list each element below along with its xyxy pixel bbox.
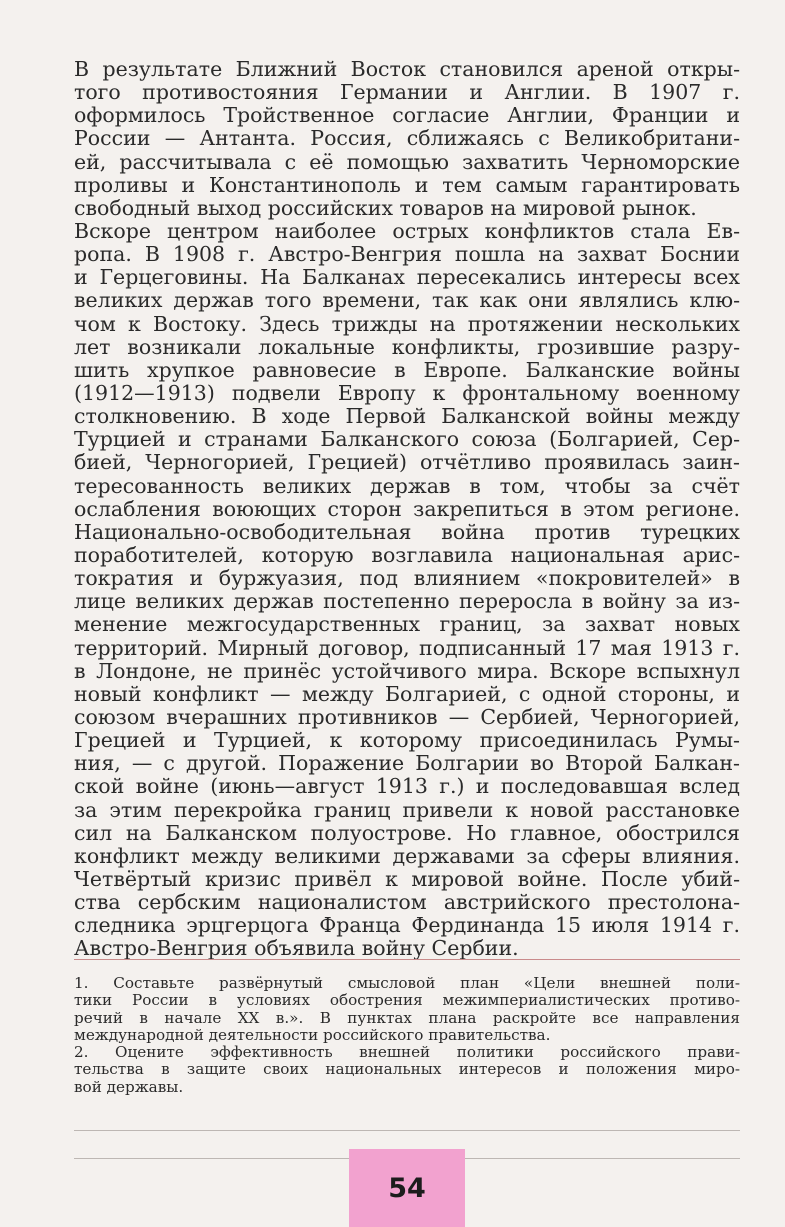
text-line: тересованность великих держав в том, чтобы за счёт bbox=[74, 474, 740, 498]
text-line: Национально-освободительная война против турецких bbox=[74, 520, 740, 544]
text-line: Вскоре центром наиболее острых конфликтов стала Ев- bbox=[74, 219, 740, 243]
bottom-divider bbox=[74, 1130, 740, 1131]
page-number: 54 bbox=[388, 1172, 426, 1204]
text-line: проливы и Константинополь и тем самым гарантировать bbox=[74, 173, 740, 197]
text-line: (1912—1913) подвели Европу к фронтальному военному bbox=[74, 381, 740, 405]
text-line: поработителей, которую возглавила национальная арис- bbox=[74, 543, 740, 567]
text-line: за этим перекройка границ привели к новой расстановке bbox=[74, 798, 740, 822]
text-line: Грецией и Турцией, к которому присоединилась Румы- bbox=[74, 729, 740, 753]
text-line: следника эрцгерцога Франца Фердинанда 15 июля 1914 г. bbox=[74, 914, 740, 938]
text-line: лет возникали локальные конфликты, грозившие разру- bbox=[74, 335, 740, 359]
questions-block bbox=[74, 975, 740, 1096]
text-line: шить хрупкое равновесие в Европе. Балканские войны bbox=[74, 358, 740, 382]
question-line: 1. Составьте развёрнутый смысловой план «Цели внешней поли- bbox=[74, 975, 740, 992]
text-line: России — Антанта. Россия, сближаясь с Великобритани- bbox=[74, 127, 740, 151]
main-text-block bbox=[74, 58, 740, 960]
question-line: международной деятельности российского правительства. bbox=[74, 1026, 551, 1044]
text-line: новый конфликт — между Болгарией, с одной стороны, и bbox=[74, 682, 740, 706]
text-line: того противостояния Германии и Англии. В 1907 г. bbox=[74, 81, 740, 105]
section-divider bbox=[74, 959, 740, 960]
text-line: Австро-Венгрия объявила войну Сербии. bbox=[74, 937, 519, 961]
text-line: лице великих держав постепенно переросла в войну за из- bbox=[74, 590, 740, 614]
text-line: свободный выход российских товаров на мировой рынок. bbox=[74, 196, 697, 220]
text-line: ния, — с другой. Поражение Болгарии во Второй Балкан- bbox=[74, 752, 740, 776]
text-line: Четвёртый кризис привёл к мировой войне. После убий- bbox=[74, 867, 740, 891]
text-line: ропа. В 1908 г. Австро-Венгрия пошла на захват Боснии bbox=[74, 243, 740, 267]
text-line: чом к Востоку. Здесь трижды на протяжении нескольких bbox=[74, 312, 740, 336]
text-line: оформилось Тройственное согласие Англии, Франции и bbox=[74, 104, 740, 128]
text-line: В результате Ближний Восток становился ареной откры- bbox=[74, 58, 740, 81]
text-line: территорий. Мирный договор, подписанный 17 мая 1913 г. bbox=[74, 636, 740, 660]
page-number-tab bbox=[349, 1149, 465, 1227]
text-line: и Герцеговины. На Балканах пересекались интересы всех bbox=[74, 266, 740, 290]
text-line: в Лондоне, не принёс устойчивого мира. Вскоре вспыхнул bbox=[74, 659, 740, 683]
text-line: конфликт между великими державами за сферы влияния. bbox=[74, 844, 740, 868]
text-line: тократия и буржуазия, под влиянием «покровителей» в bbox=[74, 567, 740, 591]
text-line: сил на Балканском полуострове. Но главное, обострился bbox=[74, 821, 740, 845]
question-line: тики России в условиях обострения межимпериалистических противо- bbox=[74, 992, 740, 1010]
question-line: речий в начале XX в.». В пунктах плана раскройте все направления bbox=[74, 1009, 740, 1027]
text-line: ской войне (июнь—август 1913 г.) и последовавшая вслед bbox=[74, 775, 740, 799]
text-line: бией, Черногорией, Грецией) отчётливо проявилась заин- bbox=[74, 451, 740, 475]
text-line: столкновению. В ходе Первой Балканской войны между bbox=[74, 405, 740, 429]
text-line: союзом вчерашних противников — Сербией, Черногорией, bbox=[74, 705, 740, 729]
text-line: великих держав того времени, так как они являлись клю- bbox=[74, 289, 740, 313]
text-line: ей, рассчитывала с её помощью захватить Черноморские bbox=[74, 150, 740, 174]
question-line: вой державы. bbox=[74, 1078, 184, 1096]
text-line: ства сербским националистом австрийского престолона- bbox=[74, 891, 740, 915]
question-line: тельства в защите своих национальных интересов и положения миро- bbox=[74, 1061, 740, 1079]
text-line: менение межгосударственных границ, за захват новых bbox=[74, 613, 740, 637]
text-line: ослабления воюющих сторон закрепиться в этом регионе. bbox=[74, 497, 740, 521]
question-line: 2. Оцените эффективность внешней политики российского прави- bbox=[74, 1044, 740, 1062]
text-line: Турцией и странами Балканского союза (Болгарией, Сер- bbox=[74, 428, 740, 452]
